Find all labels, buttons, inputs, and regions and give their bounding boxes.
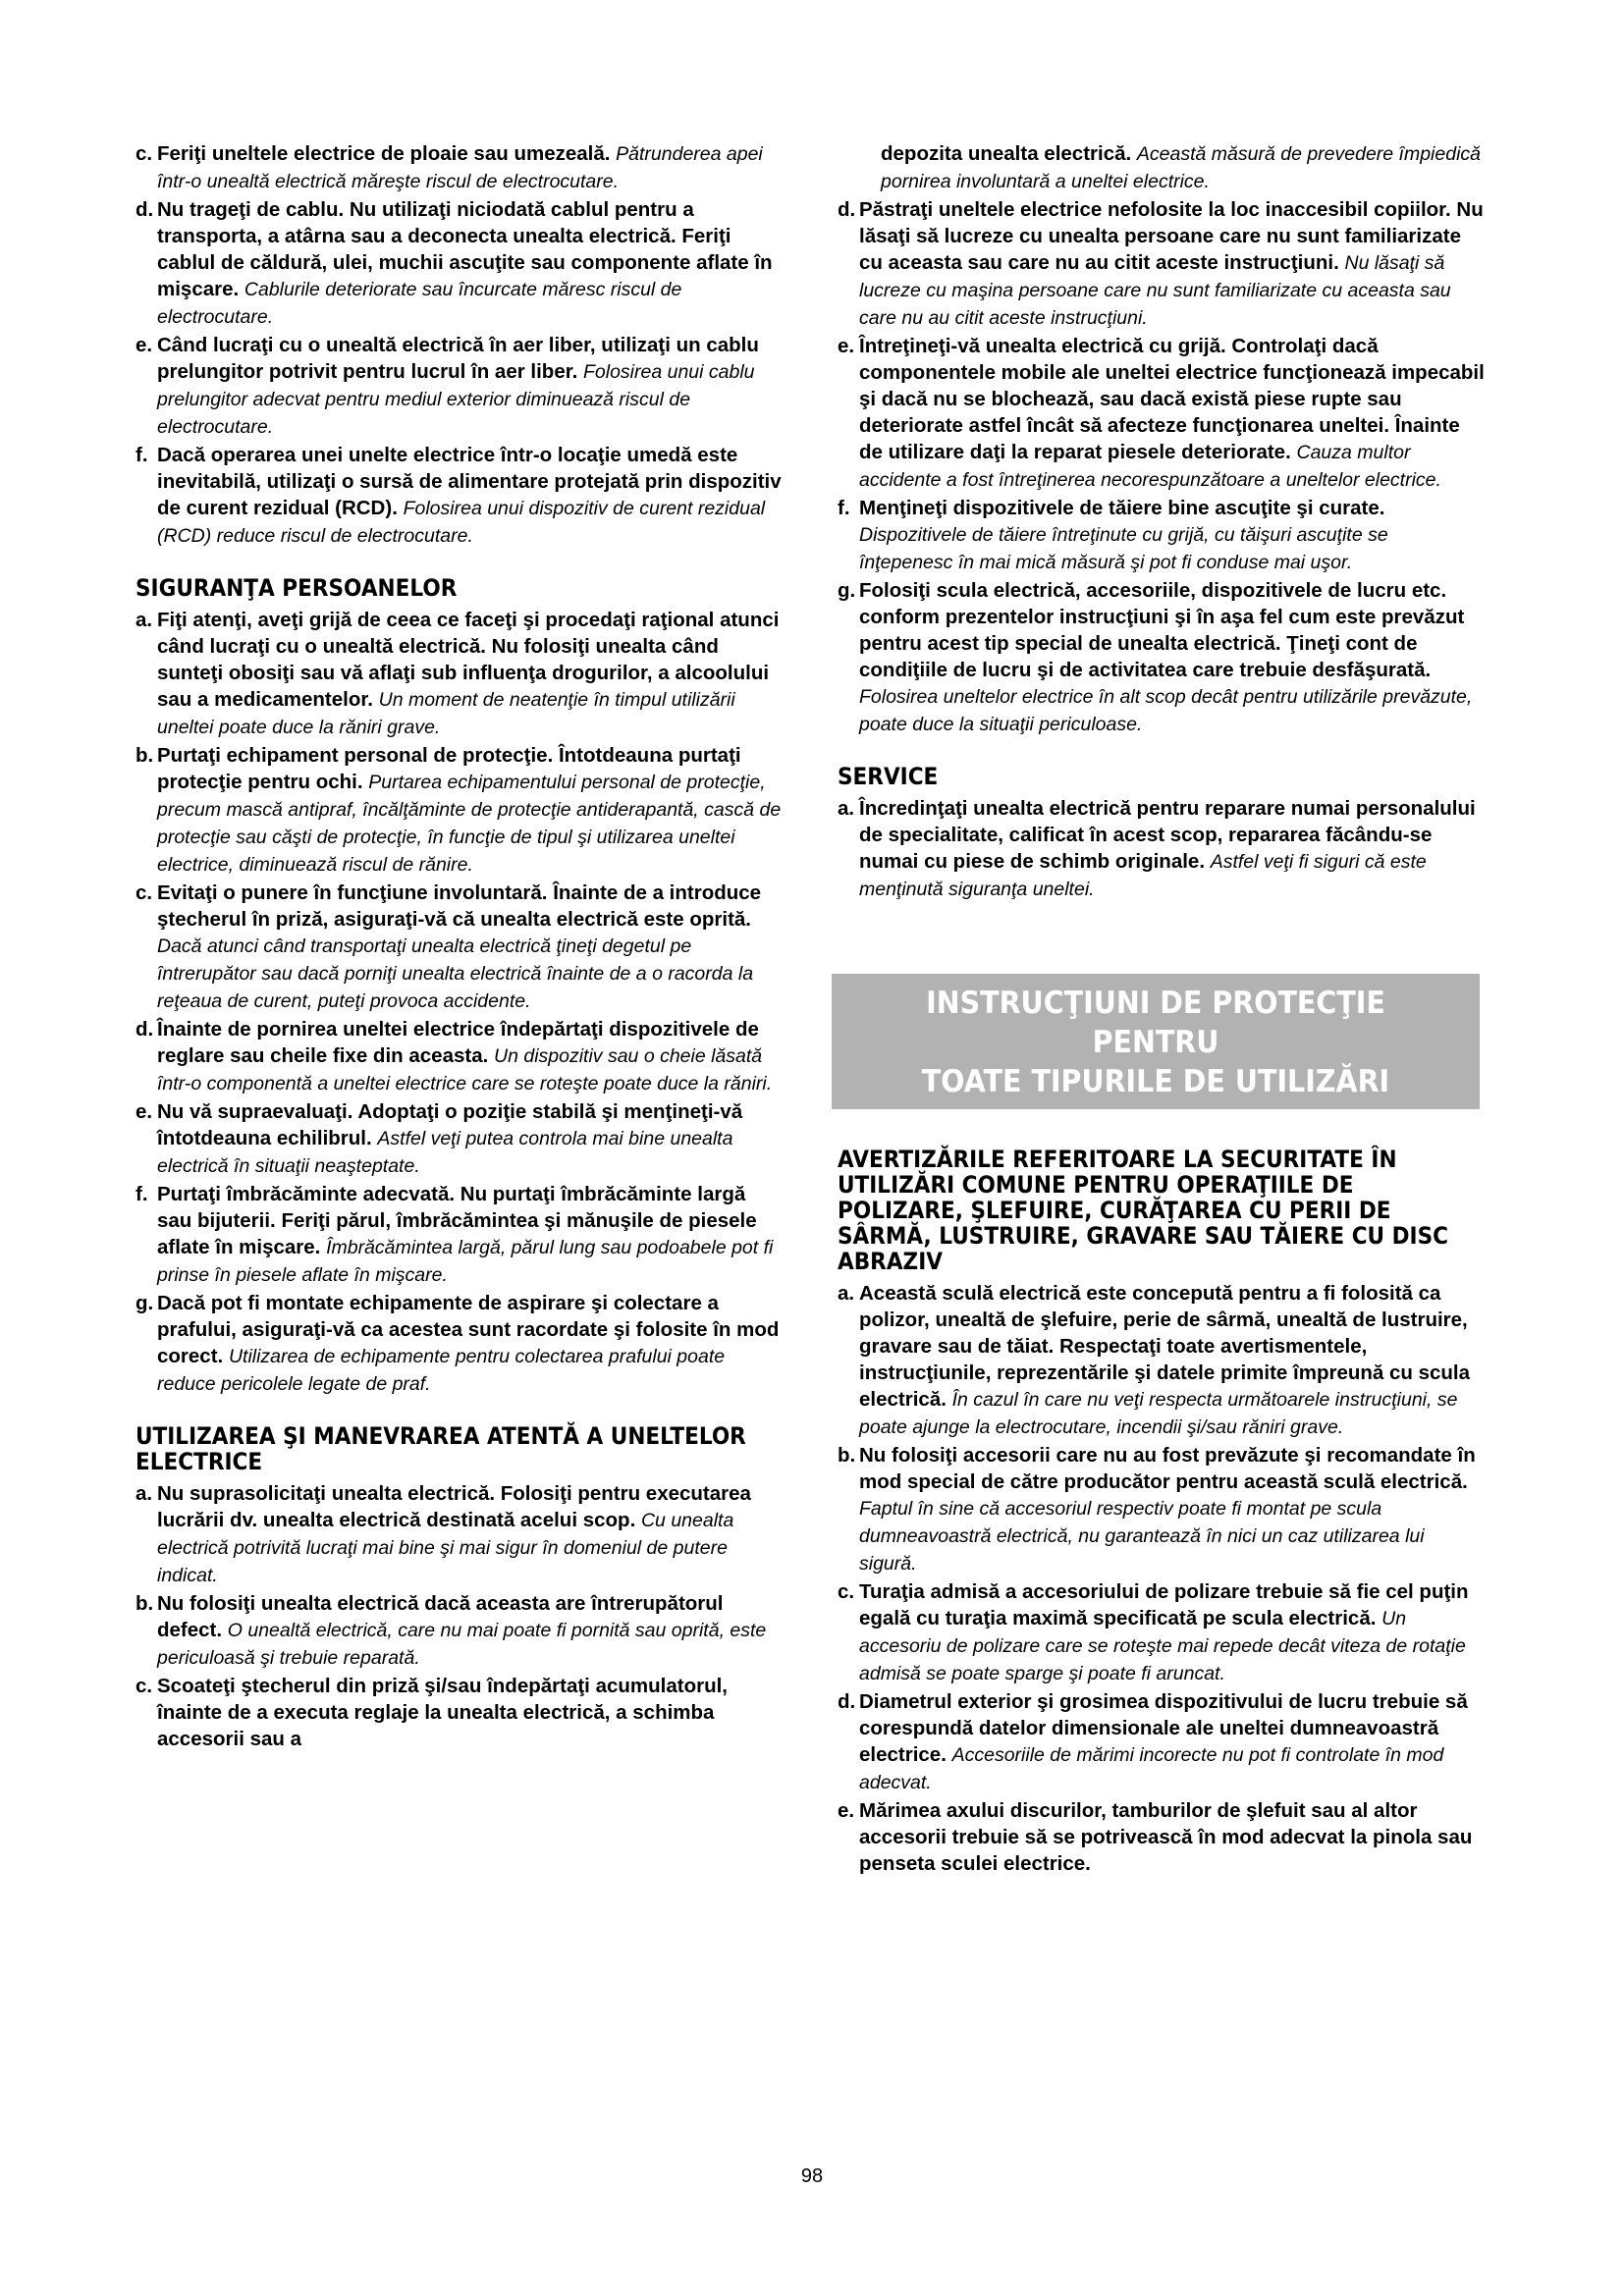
list-item xyxy=(838,1688,1486,1796)
list-item xyxy=(838,495,1486,576)
item-instruction: Turaţia admisă a accesoriului de polizare trebuie să fie cel puţin egală cu turaţia maximă specificată pe scula electrică. xyxy=(859,1580,1469,1629)
banner-line-2: TOATE TIPURILE DE UTILIZĂRI xyxy=(921,1064,1390,1099)
heading-service: SERVICE xyxy=(838,763,939,790)
list-item xyxy=(838,1797,1486,1878)
section-banner xyxy=(832,974,1480,1109)
item-explanation: Cablurile deteriorate sau încurcate măresc riscul de electrocutare. xyxy=(157,279,682,328)
item-label: d. xyxy=(838,1690,856,1713)
continued-italic: Această măsură de prevedere împiedică pornirea involuntară a uneltei electrice. xyxy=(881,143,1482,192)
continued-item xyxy=(838,140,1486,195)
item-label: c. xyxy=(135,881,153,904)
item-instruction: Nu folosiţi accesorii care nu au fost prevăzute şi recomandate în mod special de către producător pentru această sculă electrică. xyxy=(859,1444,1476,1493)
item-explanation: Un accesoriu de polizare care se roteşte mai repede decât viteza de rotaţie admisă se poate sparge şi poate fi aruncat. xyxy=(859,1608,1466,1684)
item-label: f. xyxy=(838,497,850,519)
list-item xyxy=(135,1098,784,1180)
item-instruction: Această sculă electrică este concepută pentru a fi folosită ca polizor, unealtă de şlefuire, perie de sârmă, unealtă de lustruire, gravare sau de tăiat. Respectaţi toate avertismentele, instrucţiunile, reprezentările şi datele primite împreună cu scula electrică. xyxy=(859,1282,1471,1411)
item-instruction: Întreţineţi-vă unealta electrică cu grijă. Controlaţi dacă componentele mobile ale uneltei electrice funcţionează impecabil şi dacă nu se blochează, sau dacă există piese rupte sau deteriorate astfel încât să afecteze funcţionarea uneltei. Înainte de utilizare daţi la reparat piesele deteriorate. xyxy=(859,335,1485,463)
item-label: e. xyxy=(838,1799,855,1822)
item-explanation: Cauza multor accidente a fost întreţinerea necorespunzătoare a uneltelor electrice. xyxy=(859,442,1441,491)
item-explanation: O unealtă electrică, care nu mai poate fi pornită sau oprită, este periculoasă şi trebuie reparată. xyxy=(157,1620,767,1669)
item-instruction: Diametrul exterior şi grosimea dispozitivului de lucru trebuie să corespundă datelor dimensionale ale uneltei dumneavoastră electrice. xyxy=(859,1690,1468,1766)
item-label: g. xyxy=(135,1292,154,1314)
page-number: 98 xyxy=(800,2165,824,2187)
list-item xyxy=(135,607,784,741)
list-item xyxy=(135,442,784,550)
list-item xyxy=(135,1590,784,1672)
list-item xyxy=(838,577,1486,738)
item-explanation: Pătrunderea apei într-o unealtă electrică măreşte riscul de electrocutare. xyxy=(157,143,763,192)
item-label: c. xyxy=(135,1675,153,1697)
item-label: c. xyxy=(838,1580,855,1603)
item-label: a. xyxy=(838,797,855,820)
item-instruction: Nu vă supraevaluaţi. Adoptaţi o poziţie stabilă şi menţineţi-vă întotdeauna echilibrul. xyxy=(157,1100,743,1149)
item-label: f. xyxy=(135,444,148,466)
item-explanation: Utilizarea de echipamente pentru colectarea prafului poate reduce pericolele legate de praf. xyxy=(157,1346,726,1395)
list-item xyxy=(838,333,1486,494)
tool-use-list-continued xyxy=(838,196,1486,738)
item-explanation: Folosirea uneltelor electrice în alt scop decât pentru utilizările prevăzute, poate duce la situaţii periculoase. xyxy=(859,686,1473,735)
item-label: e. xyxy=(135,1100,153,1123)
item-explanation: Nu lăsaţi să lucreze cu maşina persoane care nu sunt familiarizate cu aceasta sau care nu au citit aceste instrucţiuni. xyxy=(859,252,1451,329)
item-explanation: Faptul în sine că accesoriul respectiv poate fi montat pe scula dumneavoastră electrică, nu garantează în nici un caz utilizarea lui sigură. xyxy=(859,1498,1425,1575)
item-explanation: Un moment de neatenţie în timpul utilizării uneltei poate duce la răniri grave. xyxy=(157,689,735,738)
item-explanation: Dacă atunci când transportaţi unealta electrică ţineţi degetul pe întrerupător sau dacă porniţi unealta electrică înainte de a o racorda la reţeaua de curent, puteţi provoca accidente. xyxy=(157,935,754,1012)
item-explanation: Un dispozitiv sau o cheie lăsată într-o componentă a uneltei electrice care se roteşte poate duce la răniri. xyxy=(157,1045,773,1095)
list-item xyxy=(838,1578,1486,1687)
item-instruction: Înainte de pornirea uneltei electrice îndepărtaţi dispozitivele de reglare sau cheile fixe din aceasta. xyxy=(157,1018,759,1067)
item-label: a. xyxy=(135,1482,153,1505)
item-instruction: Nu trageţi de cablu. Nu utilizaţi niciodată cablul pentru a transporta, a atârna sau a deconecta unealta electrică. Feriţi cablul de căldură, ulei, muchii ascuţite sau componente aflate în mişcare. xyxy=(157,198,773,300)
item-instruction: Folosiţi scula electrică, accesoriile, dispozitivele de lucru etc. conform prezentelor instrucţiuni şi în aşa fel cum este prevăzut pentru acest tip special de unealta electrică. Ţineţi cont de condiţiile de lucru şi de activitatea care trebuie desfăşurată. xyxy=(859,579,1465,681)
heading-tool-use: UTILIZAREA ŞI MANEVRAREA ATENTĂ A UNELTELOR ELECTRICE xyxy=(135,1422,746,1475)
list-item xyxy=(135,332,784,441)
banner-line-1: INSTRUCŢIUNI DE PROTECŢIE PENTRU xyxy=(926,986,1385,1060)
list-item xyxy=(135,880,784,1015)
heading-personal-safety: SIGURANŢA PERSOANELOR xyxy=(135,574,458,602)
list-item xyxy=(135,1480,784,1589)
item-explanation: Dispozitivele de tăiere întreţinute cu grijă, cu tăişuri ascuţite se înţepenesc în mai mică măsură şi pot fi conduse mai uşor. xyxy=(859,524,1388,573)
personal-safety-list xyxy=(135,607,784,1398)
item-instruction: Dacă operarea unei unelte electrice într-o locaţie umedă este inevitabilă, utilizaţi o sursă de alimentare protejată prin dispozitiv de curent rezidual (RCD). xyxy=(157,444,782,519)
left-column xyxy=(135,140,784,1754)
item-instruction: Nu suprasolicitaţi unealta electrică. Folosiţi pentru executarea lucrării dv. unealta electrică destinată acelui scop. xyxy=(157,1482,751,1531)
item-explanation: Purtarea echipamentului personal de protecţie, precum mască antipraf, încălţăminte de protecţie antiderapantă, cască de protecţie sau căşti de protecţie, în funcţie de tipul şi utilizarea uneltei electrice, diminuează riscul de rănire. xyxy=(157,772,782,876)
item-explanation: Folosirea unui cablu prelungitor adecvat pentru mediul exterior diminuează riscul de electrocutare. xyxy=(157,361,755,438)
item-label: b. xyxy=(135,744,154,767)
item-explanation: Astfel veţi putea controla mai bine unealta electrică în situaţii neaşteptate. xyxy=(157,1128,733,1177)
item-instruction: Încredinţaţi unealta electrică pentru reparare numai personalului de specialitate, calificat în acest scop, repararea făcându-se numai cu piese de schimb originale. xyxy=(859,797,1476,873)
item-label: d. xyxy=(135,1018,154,1041)
list-item xyxy=(135,1016,784,1097)
item-instruction: Menţineţi dispozitivele de tăiere bine ascuţite şi curate. xyxy=(859,497,1385,519)
item-explanation: Îmbrăcămintea largă, părul lung sau podoabele pot fi prinse în piesele aflate în mişcare. xyxy=(157,1237,774,1286)
item-label: d. xyxy=(838,198,856,221)
item-instruction: Dacă pot fi montate echipamente de aspirare şi colectare a prafului, asiguraţi-vă ca acestea sunt racordate şi folosite în mod corect. xyxy=(157,1292,780,1367)
item-label: a. xyxy=(135,609,153,631)
list-item xyxy=(838,196,1486,332)
item-label: e. xyxy=(135,334,153,356)
item-label: f. xyxy=(135,1183,148,1205)
list-item xyxy=(838,795,1486,903)
list-item xyxy=(135,1673,784,1753)
continued-bold: depozita unealta electrică. xyxy=(881,142,1132,165)
item-label: a. xyxy=(838,1282,855,1305)
list-item xyxy=(838,1442,1486,1577)
warnings-list xyxy=(838,1280,1486,1878)
item-instruction: Feriţi uneltele electrice de ploaie sau umezeală. xyxy=(157,142,611,165)
item-instruction: Când lucraţi cu o unealtă electrică în aer liber, utilizaţi un cablu prelungitor potrivit pentru lucrul în aer liber. xyxy=(157,334,759,383)
list-item xyxy=(838,1280,1486,1441)
tool-use-list xyxy=(135,1480,784,1753)
electrical-safety-list xyxy=(135,140,784,550)
item-explanation: Astfel veţi fi siguri că este menţinută siguranţa uneltei. xyxy=(859,851,1427,900)
item-label: c. xyxy=(135,142,153,165)
item-instruction: Purtaţi îmbrăcăminte adecvată. Nu purtaţi îmbrăcăminte largă sau bijuterii. Feriţi părul, îmbrăcămintea şi mănuşile de piesele aflate în mişcare. xyxy=(157,1183,757,1258)
item-explanation: Folosirea unui dispozitiv de curent rezidual (RCD) reduce riscul de electrocutare. xyxy=(157,498,766,547)
item-explanation: În cazul în care nu veţi respecta următoarele instrucţiuni, se poate ajunge la electrocutare, incendii şi/sau răniri grave. xyxy=(859,1389,1458,1438)
item-instruction: Purtaţi echipament personal de protecţie. Întotdeauna purtaţi protecţie pentru ochi. xyxy=(157,744,741,793)
list-item xyxy=(135,196,784,331)
item-instruction: Nu folosiţi unealta electrică dacă aceasta are întrerupătorul defect. xyxy=(157,1592,724,1641)
list-item xyxy=(135,742,784,879)
heading-warnings: AVERTIZĂRILE REFERITOARE LA SECURITATE ÎN UTILIZĂRI COMUNE PENTRU OPERAŢIILE DE POLIZARE, ŞLEFUIRE, CURĂŢAREA CU PERII DE SÂRMĂ, LUSTRUIRE, GRAVARE SAU TĂIERE CU DISC ABRAZIV xyxy=(838,1146,1448,1275)
item-instruction: Păstraţi uneltele electrice nefolosite la loc inaccesibil copiilor. Nu lăsaţi să lucreze cu unealta persoane care nu sunt familiarizate cu aceasta sau care nu au citit aceste instrucţiuni. xyxy=(859,198,1484,274)
item-explanation: Accesoriile de mărimi incorecte nu pot fi controlate în mod adecvat. xyxy=(859,1744,1444,1793)
item-label: b. xyxy=(838,1444,856,1467)
service-list xyxy=(838,795,1486,903)
item-label: b. xyxy=(135,1592,154,1615)
item-explanation: Cu unealta electrică potrivită lucraţi mai bine şi mai sigur în domeniul de putere indicat. xyxy=(157,1510,734,1586)
item-label: d. xyxy=(135,198,154,221)
item-instruction: Fiţi atenţi, aveţi grijă de ceea ce faceţi şi procedaţi raţional atunci când lucraţi cu o unealtă electrică. Nu folosiţi unealta când sunteţi obosiţi sau vă aflaţi sub influenţa drogurilor, a alcoolului sau a medicamentelor. xyxy=(157,609,780,711)
right-column xyxy=(838,140,1486,1879)
item-label: g. xyxy=(838,579,856,602)
item-label: e. xyxy=(838,335,855,357)
item-instruction: Scoateţi ştecherul din priză şi/sau îndepărtaţi acumulatorul, înainte de a executa reglaje la unealta electrică, a schimba accesorii sau a xyxy=(157,1675,728,1750)
item-instruction: Mărimea axului discurilor, tamburilor de şlefuit sau al altor accesorii trebuie să se potrivească în mod adecvat la pinola sau penseta sculei electrice. xyxy=(859,1799,1473,1875)
list-item xyxy=(135,1181,784,1289)
item-instruction: Evitaţi o punere în funcţiune involuntară. Înainte de a introduce ştecherul în priză, asiguraţi-vă că unealta electrică este oprită. xyxy=(157,881,762,931)
list-item xyxy=(135,1290,784,1398)
list-item xyxy=(135,140,784,195)
